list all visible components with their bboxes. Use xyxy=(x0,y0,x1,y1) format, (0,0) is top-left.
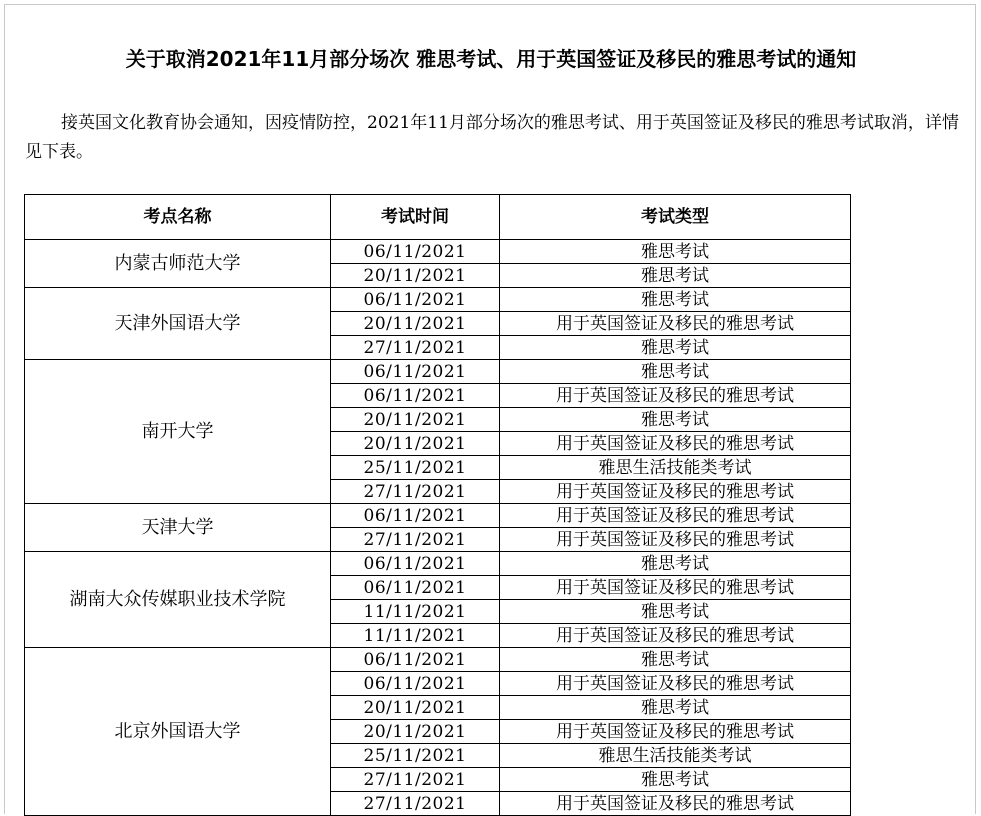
exam-date-cell: 06/11/2021 xyxy=(331,240,500,264)
exam-date-cell: 06/11/2021 xyxy=(331,672,500,696)
exam-date-cell: 25/11/2021 xyxy=(331,744,500,768)
exam-type-cell: 用于英国签证及移民的雅思考试 xyxy=(500,792,851,816)
site-name-cell: 天津外国语大学 xyxy=(25,288,331,360)
exam-type-cell: 雅思考试 xyxy=(500,408,851,432)
exam-date-cell: 20/11/2021 xyxy=(331,696,500,720)
exam-date-cell: 20/11/2021 xyxy=(331,720,500,744)
document-page xyxy=(4,4,976,814)
site-name-cell: 湖南大众传媒职业技术学院 xyxy=(25,552,331,648)
table-row xyxy=(25,240,851,264)
exam-type-cell: 雅思生活技能类考试 xyxy=(500,744,851,768)
exam-type-cell: 用于英国签证及移民的雅思考试 xyxy=(500,432,851,456)
exam-date-cell: 06/11/2021 xyxy=(331,384,500,408)
header-type: 考试类型 xyxy=(500,195,851,240)
exam-date-cell: 20/11/2021 xyxy=(331,312,500,336)
exam-date-cell: 20/11/2021 xyxy=(331,408,500,432)
exam-type-cell: 雅思考试 xyxy=(500,336,851,360)
exam-type-cell: 用于英国签证及移民的雅思考试 xyxy=(500,312,851,336)
table-row xyxy=(25,648,851,672)
exam-date-cell: 27/11/2021 xyxy=(331,792,500,816)
exam-date-cell: 27/11/2021 xyxy=(331,480,500,504)
exam-type-cell: 雅思考试 xyxy=(500,288,851,312)
exam-type-cell: 雅思考试 xyxy=(500,264,851,288)
table-row xyxy=(25,552,851,576)
exam-type-cell: 雅思考试 xyxy=(500,552,851,576)
exam-date-cell: 27/11/2021 xyxy=(331,528,500,552)
exam-date-cell: 06/11/2021 xyxy=(331,288,500,312)
exam-date-cell: 11/11/2021 xyxy=(331,600,500,624)
exam-type-cell: 用于英国签证及移民的雅思考试 xyxy=(500,504,851,528)
exam-date-cell: 06/11/2021 xyxy=(331,552,500,576)
exam-type-cell: 用于英国签证及移民的雅思考试 xyxy=(500,624,851,648)
exam-type-cell: 雅思考试 xyxy=(500,600,851,624)
exam-type-cell: 雅思考试 xyxy=(500,768,851,792)
site-name-cell: 天津大学 xyxy=(25,504,331,552)
exam-type-cell: 雅思生活技能类考试 xyxy=(500,456,851,480)
notice-title: 关于取消2021年11月部分场次 雅思考试、用于英国签证及移民的雅思考试的通知 xyxy=(125,47,857,71)
exam-type-cell: 雅思考试 xyxy=(500,360,851,384)
exam-type-cell: 雅思考试 xyxy=(500,696,851,720)
exam-type-cell: 用于英国签证及移民的雅思考试 xyxy=(500,576,851,600)
exam-type-cell: 用于英国签证及移民的雅思考试 xyxy=(500,480,851,504)
exam-type-cell: 用于英国签证及移民的雅思考试 xyxy=(500,672,851,696)
site-name-cell: 南开大学 xyxy=(25,360,331,504)
exam-date-cell: 06/11/2021 xyxy=(331,360,500,384)
site-name-cell: 北京外国语大学 xyxy=(25,648,331,816)
table-header-row xyxy=(25,195,851,240)
exam-date-cell: 20/11/2021 xyxy=(331,432,500,456)
exam-type-cell: 用于英国签证及移民的雅思考试 xyxy=(500,384,851,408)
exam-date-cell: 06/11/2021 xyxy=(331,648,500,672)
site-name-cell: 内蒙古师范大学 xyxy=(25,240,331,288)
exam-date-cell: 06/11/2021 xyxy=(331,576,500,600)
header-date: 考试时间 xyxy=(331,195,500,240)
cancellation-table xyxy=(24,194,851,816)
exam-date-cell: 27/11/2021 xyxy=(331,336,500,360)
exam-type-cell: 雅思考试 xyxy=(500,648,851,672)
table-row xyxy=(25,504,851,528)
exam-date-cell: 06/11/2021 xyxy=(331,504,500,528)
exam-date-cell: 27/11/2021 xyxy=(331,768,500,792)
exam-date-cell: 25/11/2021 xyxy=(331,456,500,480)
exam-date-cell: 20/11/2021 xyxy=(331,264,500,288)
exam-type-cell: 雅思考试 xyxy=(500,240,851,264)
exam-type-cell: 用于英国签证及移民的雅思考试 xyxy=(500,720,851,744)
intro-paragraph: 接英国文化教育协会通知，因疫情防控，2021年11月部分场次的雅思考试、用于英国签证及移民的雅思考试取消，详情见下表。 xyxy=(25,113,959,162)
table-row xyxy=(25,360,851,384)
exam-date-cell: 11/11/2021 xyxy=(331,624,500,648)
exam-type-cell: 用于英国签证及移民的雅思考试 xyxy=(500,528,851,552)
table-row xyxy=(25,288,851,312)
header-site: 考点名称 xyxy=(25,195,331,240)
